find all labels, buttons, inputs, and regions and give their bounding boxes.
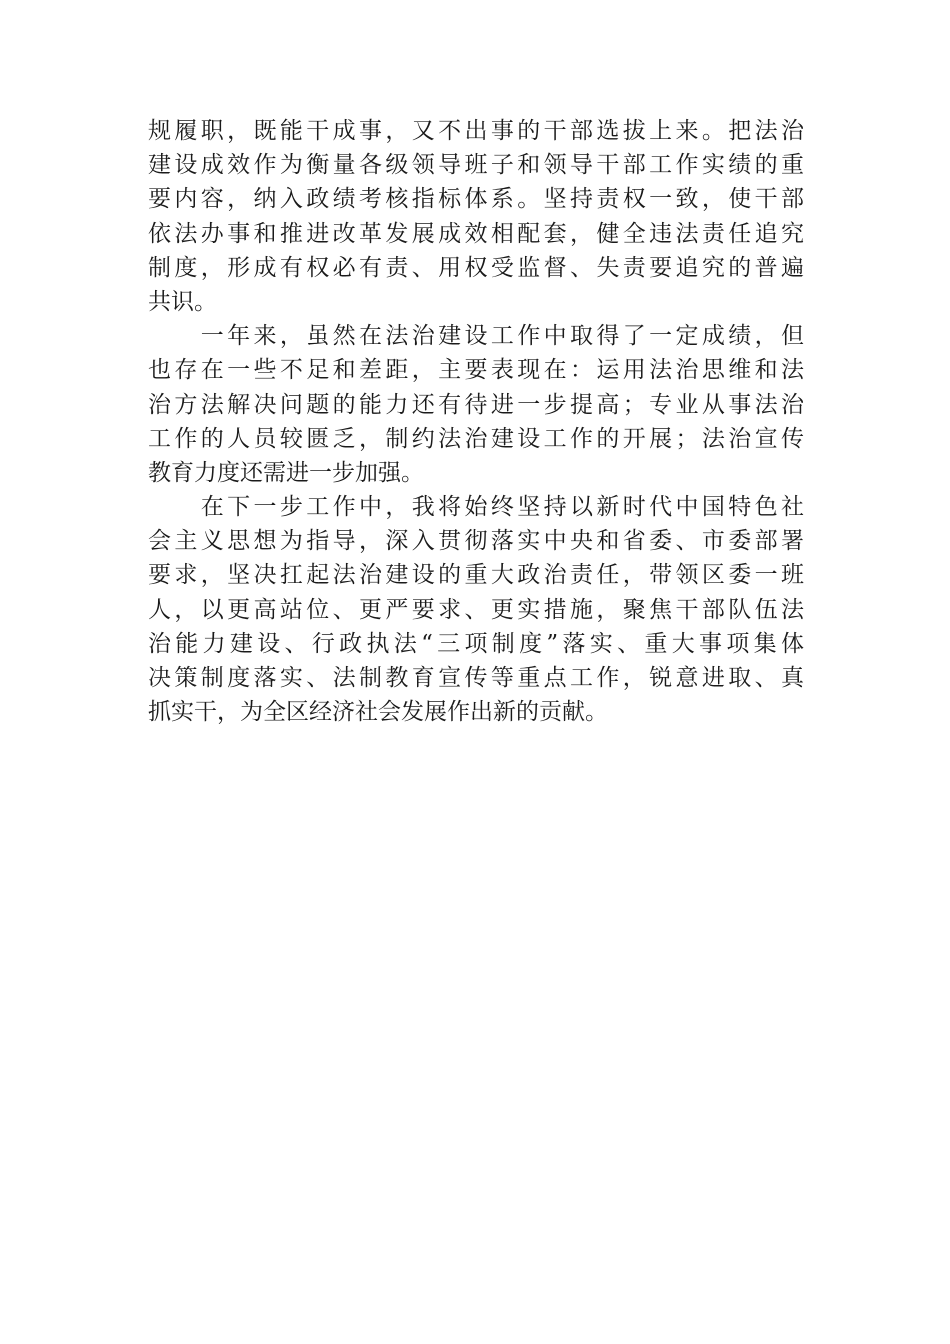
paragraph-1-line: 制度，形成有权必有责、用权受监督、失责要追究的普遍 xyxy=(148,254,804,281)
paragraph-2-line: 工作的人员较匮乏，制约法治建设工作的开展；法治宣传 xyxy=(148,425,804,452)
paragraph-3-line: 治能力建设、行政执法“三项制度”落实、重大事项集体 xyxy=(148,630,804,657)
paragraph-1-line: 建设成效作为衡量各级领导班子和领导干部工作实绩的重 xyxy=(148,152,804,179)
paragraph-3-line: 决策制度落实、法制教育宣传等重点工作，锐意进取、真 xyxy=(148,665,804,691)
paragraph-3-line: 抓实干，为全区经济社会发展作出新的贡献。 xyxy=(148,699,608,726)
paragraph-2-line: 治方法解决问题的能力还有待进一步提高；专业从事法治 xyxy=(148,391,804,418)
paragraph-2-line: 一年来，虽然在法治建设工作中取得了一定成绩，但 xyxy=(148,323,804,350)
paragraph-1-line: 共识。 xyxy=(148,288,217,315)
paragraph-3-line: 在下一步工作中，我将始终坚持以新时代中国特色社 xyxy=(148,494,804,521)
paragraph-3-line: 会主义思想为指导，深入贯彻落实中央和省委、市委部署 xyxy=(148,528,804,555)
paragraph-2-line: 教育力度还需进一步加强。 xyxy=(148,459,424,486)
document-body xyxy=(148,114,804,729)
paragraph-1-line: 要内容，纳入政绩考核指标体系。坚持责权一致，使干部 xyxy=(148,186,804,213)
paragraph-3-line: 人，以更高站位、更严要求、更实措施，聚焦干部队伍法 xyxy=(148,596,804,623)
paragraph-1-line: 规履职，既能干成事，又不出事的干部选拔上来。把法治 xyxy=(148,118,804,144)
paragraph-1-line: 依法办事和推进改革发展成效相配套，健全违法责任追究 xyxy=(148,220,804,247)
paragraph-2-line: 也存在一些不足和差距，主要表现在：运用法治思维和法 xyxy=(148,357,804,384)
paragraph-3-line: 要求，坚决扛起法治建设的重大政治责任，带领区委一班 xyxy=(148,562,804,589)
